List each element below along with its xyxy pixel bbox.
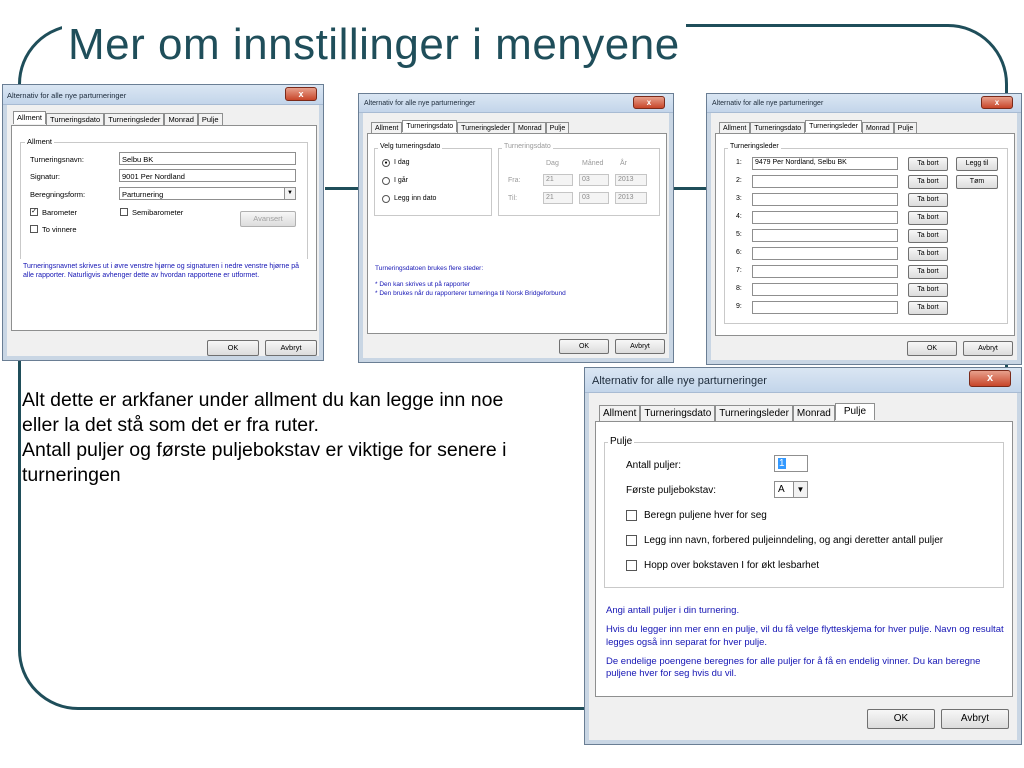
dialog-titlebar <box>359 94 673 113</box>
semibarometer-label: Semibarometer <box>132 208 184 217</box>
leder-input[interactable]: 9479 Per Nordland, Selbu BK <box>752 157 898 170</box>
from-day-input[interactable]: 21 <box>543 174 573 186</box>
remove-button[interactable]: Ta bort <box>908 229 948 243</box>
skip-letter-i-checkbox[interactable] <box>626 560 637 571</box>
info-text <box>372 262 664 326</box>
leder-row-number: 1: <box>736 159 742 166</box>
tab-monrad[interactable]: Monrad <box>793 405 835 422</box>
group-label: Pulje <box>610 436 633 447</box>
info-line: De endelige poengene beregnes for alle puljer for å få en endelig vinner. Du kan beregne puljene hver for seg hvis du vil. <box>606 656 981 680</box>
tab-turneringsleder[interactable]: Turneringsleder <box>715 405 793 422</box>
leder-input[interactable] <box>752 193 898 206</box>
body-text <box>22 388 542 488</box>
signature-input[interactable]: 9001 Per Nordland <box>119 169 296 182</box>
year-header: År <box>620 160 627 167</box>
two-winners-label: To vinnere <box>42 225 77 234</box>
from-year-input[interactable]: 2013 <box>615 174 647 186</box>
barometer-checkbox[interactable]: ✓ <box>31 208 37 215</box>
count-input[interactable] <box>774 455 808 472</box>
close-button[interactable]: x <box>285 87 317 101</box>
tab-pulje[interactable]: Pulje <box>835 403 875 420</box>
semibarometer-checkbox[interactable] <box>120 208 128 216</box>
today-radio[interactable]: ● <box>382 159 390 167</box>
dialog-title: Alternativ for alle nye parturneringer <box>592 375 767 387</box>
to-year-input[interactable]: 2013 <box>615 192 647 204</box>
leder-input[interactable] <box>752 175 898 188</box>
leder-row-number: 9: <box>736 303 742 310</box>
skip-letter-i-label: Hopp over bokstaven I for økt lesbarhet <box>644 560 820 571</box>
name-input[interactable]: Selbu BK <box>119 152 296 165</box>
group-label: Allment <box>27 137 53 146</box>
close-button[interactable]: x <box>981 96 1013 109</box>
today-label: I dag <box>394 159 410 166</box>
tab-allment[interactable]: Allment <box>13 111 46 124</box>
ok-button[interactable]: OK <box>867 709 935 729</box>
month-header: Måned <box>582 160 604 167</box>
dialog-title: Alternativ for alle nye parturneringer <box>7 91 127 100</box>
info-line: Turneringsdatoen brukes flere steder: <box>375 265 484 272</box>
body-paragraph-2: Antall puljer og første puljebokstav er viktige for senere i turneringen <box>22 438 507 486</box>
tab-panel <box>595 421 1013 697</box>
ok-button[interactable]: OK <box>207 340 259 356</box>
connector-line <box>325 187 358 190</box>
info-spacer <box>606 649 1004 656</box>
from-month-input[interactable]: 03 <box>579 174 609 186</box>
tab-turneringsleder[interactable]: Turneringsleder <box>805 120 862 132</box>
count-value: 1 <box>779 458 785 469</box>
tab-allment[interactable]: Allment <box>599 405 640 422</box>
prepare-names-checkbox[interactable] <box>626 535 637 546</box>
leder-input[interactable] <box>752 247 898 260</box>
dialog-turneringsdato <box>358 93 674 363</box>
dialog-pulje <box>584 367 1022 745</box>
calc-select-value: Parturnering <box>122 190 164 199</box>
calc-select[interactable] <box>119 187 296 200</box>
count-label: Antall puljer: <box>626 460 682 471</box>
remove-button[interactable]: Ta bort <box>908 265 948 279</box>
tab-allment[interactable]: Allment <box>719 122 750 134</box>
chevron-down-icon: ▼ <box>793 482 807 497</box>
dialog-turneringsleder <box>706 93 1022 365</box>
body-paragraph-1: Alt dette er arkfaner under allment du kan legge inn noe eller la det stå som det er fra ruter. <box>22 389 504 436</box>
enter-date-label: Legg inn dato <box>394 195 437 202</box>
tab-strip <box>599 405 875 422</box>
tab-turneringsdato[interactable]: Turneringsdato <box>750 122 805 134</box>
connector-line <box>674 187 706 190</box>
remove-button[interactable]: Ta bort <box>908 301 948 315</box>
ok-button[interactable]: OK <box>559 339 609 354</box>
letter-select-value: A <box>778 484 785 495</box>
day-header: Dag <box>546 160 559 167</box>
info-text <box>602 604 1008 692</box>
add-button[interactable]: Legg til <box>956 157 998 171</box>
tab-pulje[interactable]: Pulje <box>198 113 223 126</box>
letter-label: Første puljebokstav: <box>626 485 717 496</box>
tab-turneringsleder[interactable]: Turneringsleder <box>104 113 164 126</box>
leder-input[interactable] <box>752 283 898 296</box>
to-month-input[interactable]: 03 <box>579 192 609 204</box>
separate-calc-label: Beregn puljene hver for seg <box>644 510 767 521</box>
to-label: Til: <box>508 195 518 202</box>
cancel-button[interactable]: Avbryt <box>265 340 317 356</box>
leder-input[interactable] <box>752 211 898 224</box>
group-label: Turneringsleder <box>730 143 779 150</box>
info-spacer <box>606 617 1004 624</box>
leder-row-number: 8: <box>736 285 742 292</box>
dialog-title: Alternativ for alle nye parturneringer <box>364 100 476 107</box>
leder-row-number: 5: <box>736 231 742 238</box>
dialog-titlebar <box>3 85 323 105</box>
slide-title: Mer om innstillinger i menyene <box>62 20 686 70</box>
tab-monrad[interactable]: Monrad <box>862 122 894 134</box>
info-line: Angi antall puljer i din turnering. <box>606 605 740 616</box>
ok-button[interactable]: OK <box>907 341 957 356</box>
remove-button[interactable]: Ta bort <box>908 175 948 189</box>
tab-turneringsdato[interactable]: Turneringsdato <box>46 113 104 126</box>
remove-button[interactable]: Ta bort <box>908 157 948 171</box>
enter-date-radio[interactable] <box>382 195 390 203</box>
dialog-titlebar <box>707 94 1021 113</box>
dialog-titlebar <box>585 368 1021 393</box>
tab-monrad[interactable]: Monrad <box>164 113 197 126</box>
leder-input[interactable] <box>752 229 898 242</box>
group-select-date <box>374 148 492 216</box>
tab-panel <box>11 125 317 331</box>
cancel-button[interactable]: Avbryt <box>963 341 1013 356</box>
signature-label: Signatur: <box>30 172 61 181</box>
tab-turneringsdato[interactable]: Turneringsdato <box>640 405 715 422</box>
leder-row-number: 7: <box>736 267 742 274</box>
remove-button[interactable]: Ta bort <box>908 211 948 225</box>
to-day-input[interactable]: 21 <box>543 192 573 204</box>
tab-turneringsleder[interactable]: Turneringsleder <box>457 122 514 134</box>
advanced-button[interactable]: Avansert <box>240 211 296 227</box>
chevron-down-icon: ▼ <box>284 188 295 199</box>
tab-monrad[interactable]: Monrad <box>514 122 546 134</box>
tab-pulje[interactable]: Pulje <box>546 122 570 134</box>
name-label: Turneringsnavn: <box>30 155 84 164</box>
cancel-button[interactable]: Avbryt <box>941 709 1009 729</box>
tab-allment[interactable]: Allment <box>371 122 402 134</box>
leder-row-number: 4: <box>736 213 742 220</box>
info-line: * Den brukes når du rapporterer turneringa til Norsk Bridgeforbund <box>375 289 566 297</box>
group-label: Velg turneringsdato <box>380 143 441 150</box>
dialog-allment <box>2 84 324 361</box>
info-line: Hvis du legger inn mer enn en pulje, vil du få velge flytteskjema for hver pulje. Navn og resultat legges også inn separat for hver pulje. <box>606 624 1004 648</box>
leder-input[interactable] <box>752 301 898 314</box>
tab-turneringsdato[interactable]: Turneringsdato <box>402 120 457 132</box>
group-label: Turneringsdato <box>504 143 551 150</box>
remove-button[interactable]: Ta bort <box>908 193 948 207</box>
letter-select[interactable] <box>774 481 808 498</box>
yesterday-label: I går <box>394 177 409 184</box>
dialog-title: Alternativ for alle nye parturneringer <box>712 100 824 107</box>
info-spacer <box>375 274 661 281</box>
leder-row-number: 6: <box>736 249 742 256</box>
close-button[interactable]: x <box>969 370 1011 387</box>
from-label: Fra: <box>508 177 521 184</box>
clear-button[interactable]: Tøm <box>956 175 998 189</box>
leder-row-number: 3: <box>736 195 742 202</box>
tab-panel <box>367 133 667 334</box>
prepare-names-label: Legg inn navn, forbered puljeinndeling, og angi deretter antall puljer <box>644 535 944 546</box>
cancel-button[interactable]: Avbryt <box>615 339 665 354</box>
remove-button[interactable]: Ta bort <box>908 283 948 297</box>
two-winners-checkbox[interactable] <box>30 225 38 233</box>
leder-row-number: 2: <box>736 177 742 184</box>
yesterday-radio[interactable] <box>382 177 390 185</box>
tab-pulje[interactable]: Pulje <box>894 122 918 134</box>
calc-label: Beregningsform: <box>30 190 86 199</box>
close-button[interactable]: x <box>633 96 665 109</box>
remove-button[interactable]: Ta bort <box>908 247 948 261</box>
tab-panel <box>715 133 1015 336</box>
separate-calc-checkbox[interactable] <box>626 510 637 521</box>
info-text: Turneringsnavnet skrives ut i øvre venstre hjørne og signaturen i nedre venstre hjørne på alle rapporter. Naturligvis avhenger dette av hvordan rapportene er utformet. <box>20 259 310 325</box>
barometer-label: Barometer <box>42 208 78 217</box>
leder-input[interactable] <box>752 265 898 278</box>
info-line: * Den kan skrives ut på rapporter <box>375 280 471 288</box>
